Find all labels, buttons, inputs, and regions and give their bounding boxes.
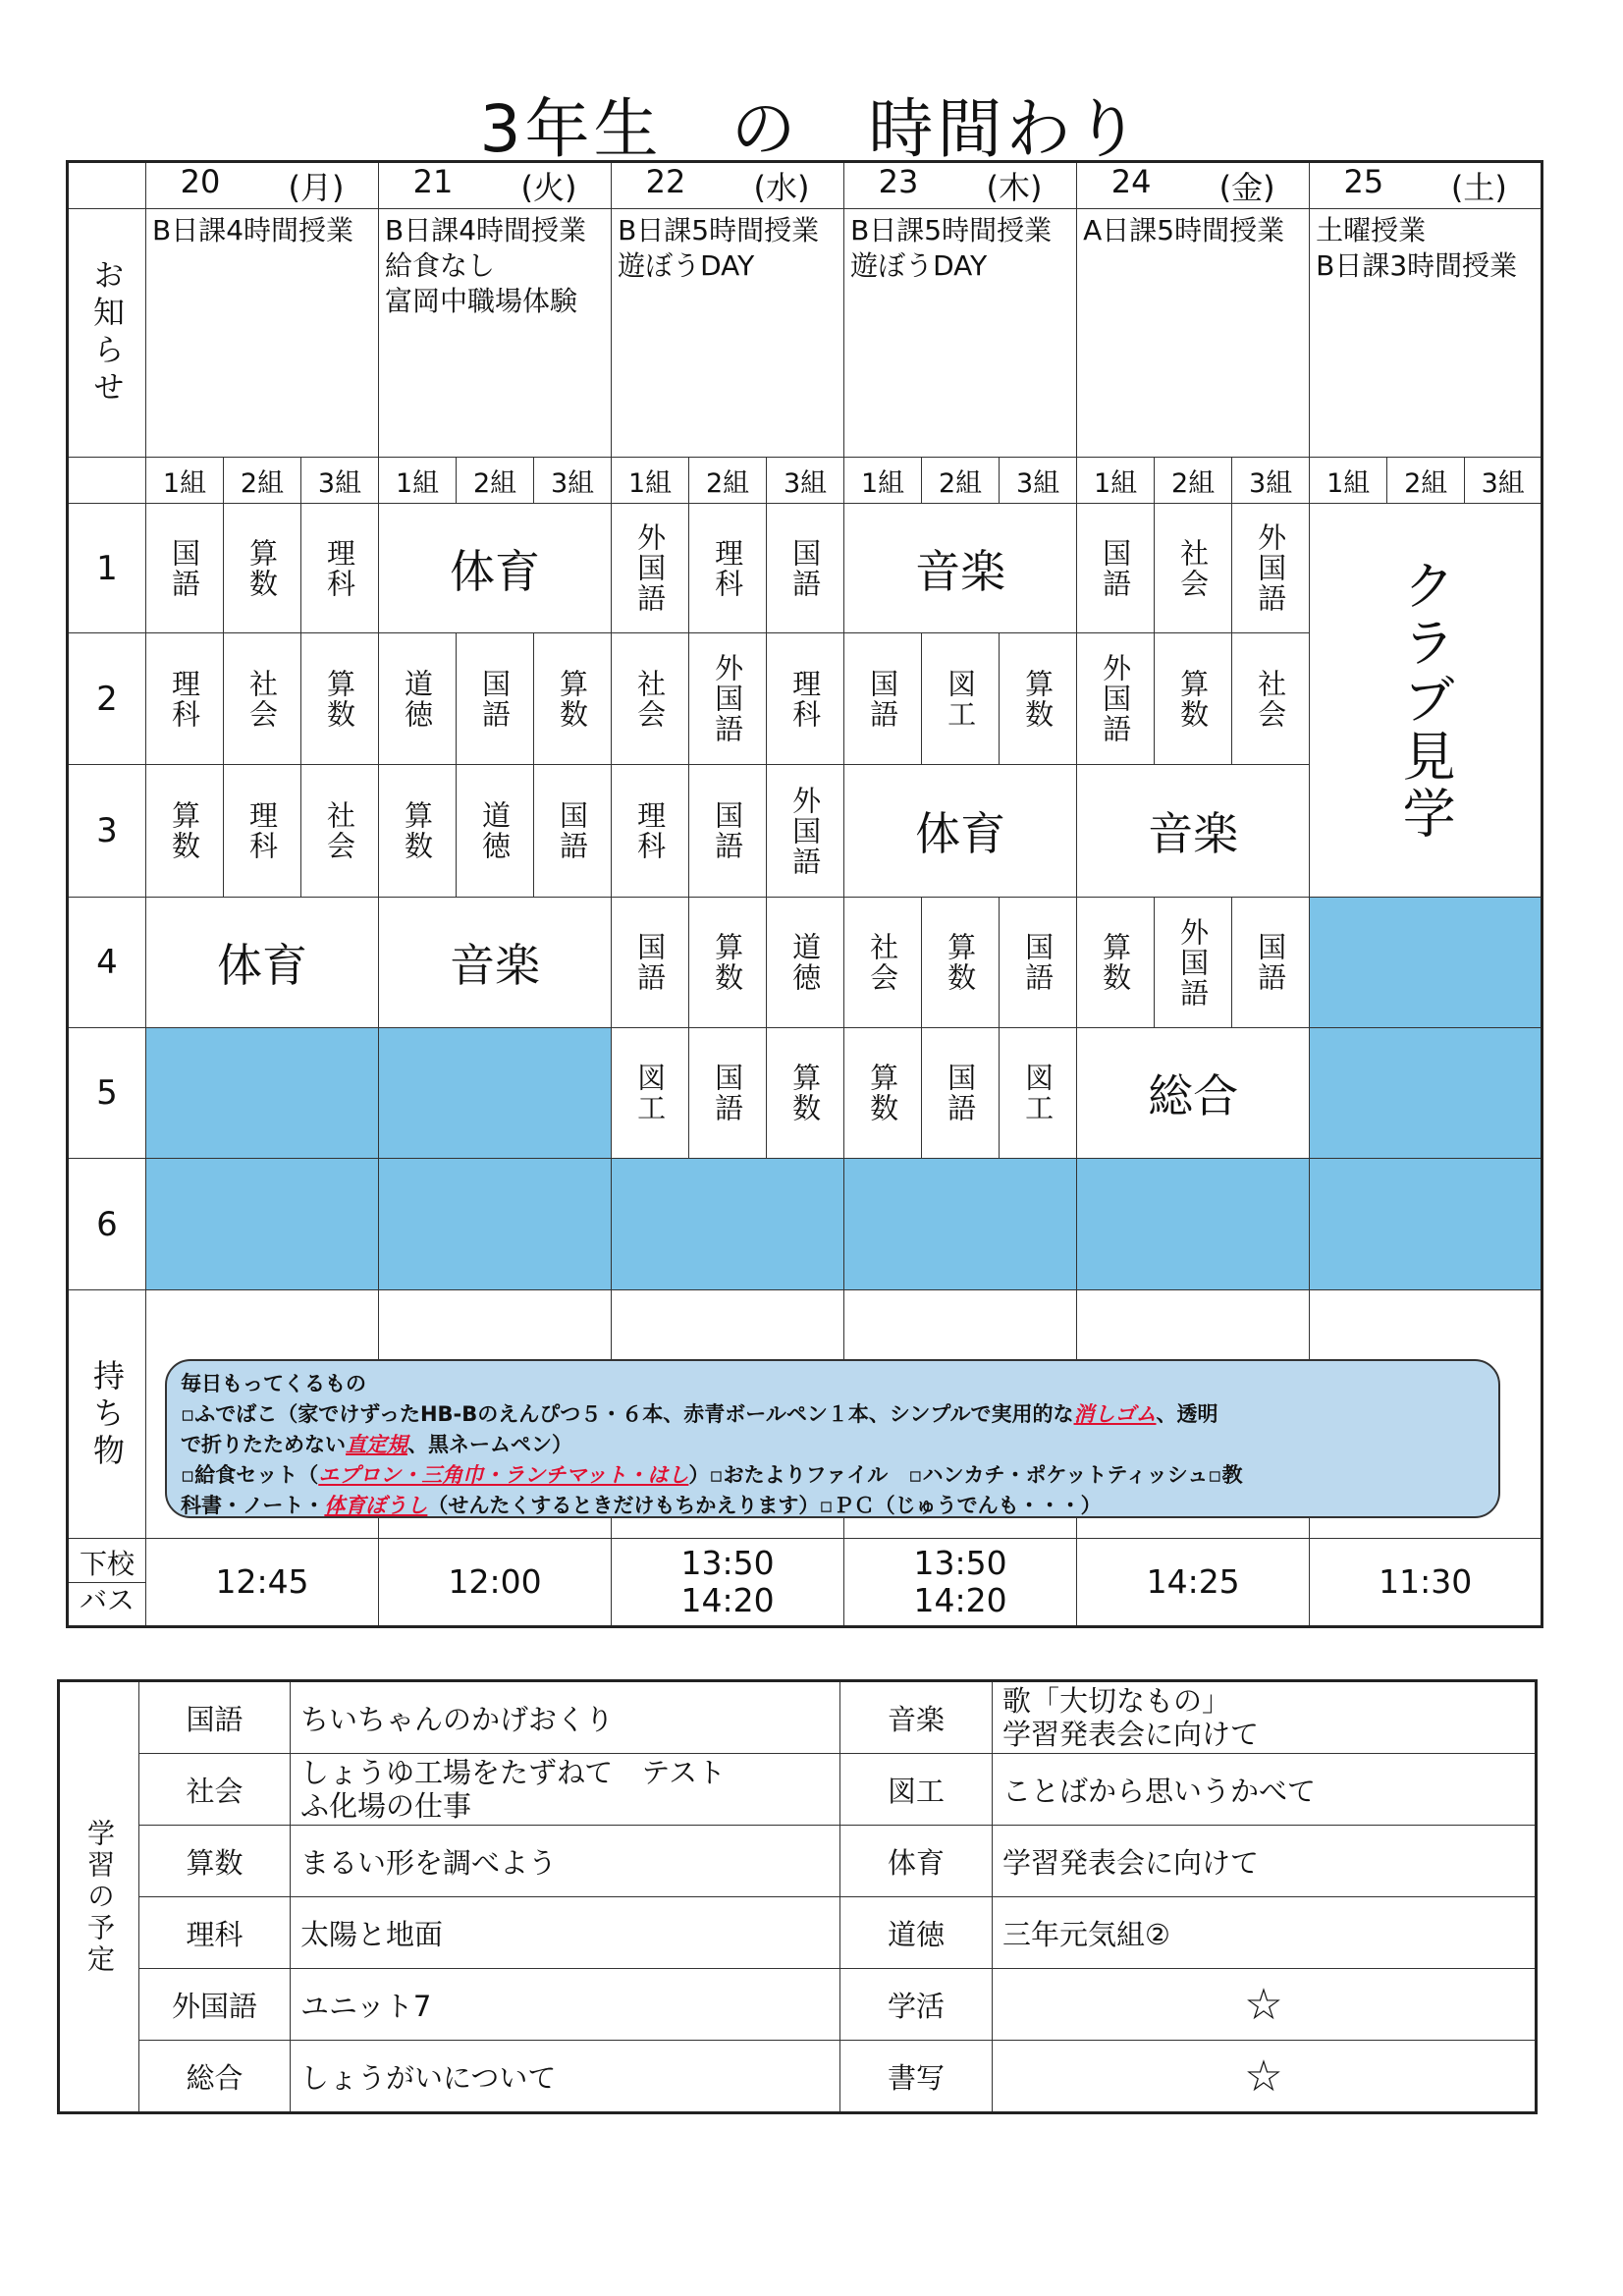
- item-text: で折りたためない: [181, 1433, 346, 1456]
- plan-text: 歌「大切なもの」: [1002, 1684, 1231, 1718]
- group-label: 3組: [301, 458, 379, 504]
- plan-content: [291, 1681, 840, 1754]
- day-date: 25: [1343, 163, 1384, 200]
- lesson-subject: 外国語: [788, 785, 823, 877]
- free-period-cell: [146, 1159, 379, 1290]
- notice-line: 土曜授業: [1316, 214, 1427, 246]
- plan-content: [291, 1826, 840, 1897]
- daily-items-box: [165, 1359, 1500, 1518]
- plan-subject: 体育: [840, 1826, 993, 1897]
- plan-subject: 国語: [139, 1681, 291, 1754]
- lesson-subject: 国語: [168, 537, 201, 599]
- free-period-cell: [379, 1159, 612, 1290]
- group-label: 2組: [1387, 458, 1465, 504]
- plan-text: しょうゆ工場をたずねて テスト: [300, 1756, 727, 1789]
- plan-text: 学習発表会に向けて: [1002, 1845, 1260, 1880]
- lesson-subject: 図工: [944, 668, 978, 730]
- lesson-combined: 音楽: [1077, 765, 1310, 898]
- group-label: 1組: [844, 458, 922, 504]
- lesson-cell: [1077, 898, 1155, 1028]
- plan-row: [59, 1754, 1537, 1826]
- item-text: 、透明: [1156, 1402, 1218, 1426]
- free-period-cell: [379, 1028, 612, 1159]
- plan-label-cell: [59, 1681, 139, 2113]
- lesson-subject: 社会: [1254, 668, 1288, 730]
- bus-time: 11:30: [1379, 1562, 1473, 1601]
- plan-text: まるい形を調べよう: [300, 1845, 558, 1880]
- bus-time: 12:00: [448, 1562, 542, 1601]
- plan-row: [59, 1826, 1537, 1897]
- lesson-cell: [844, 898, 922, 1028]
- lesson-subject: 算数: [1021, 668, 1055, 730]
- plan-text: ふ化場の仕事: [300, 1789, 472, 1823]
- lesson-cell: [534, 633, 612, 765]
- free-period-cell: [1077, 1159, 1310, 1290]
- day-header-wed: [612, 162, 844, 209]
- notice-line: A日課5時間授業: [1083, 214, 1285, 246]
- plan-row: [59, 1897, 1537, 1969]
- free-period-cell: [1310, 898, 1542, 1028]
- plan-content: [291, 1754, 840, 1826]
- plan-subject: 理科: [139, 1897, 291, 1969]
- lesson-subject: 国語: [711, 1063, 745, 1123]
- lesson-cell: [1000, 1028, 1077, 1159]
- group-label: 1組: [1077, 458, 1155, 504]
- notice-line: B日課5時間授業: [618, 214, 820, 246]
- notice-line: B日課4時間授業: [385, 214, 587, 246]
- plan-text: しょうがいについて: [300, 2060, 557, 2095]
- bus-time-wed: [612, 1539, 844, 1627]
- plan-row: [59, 1681, 1537, 1754]
- lesson-subject: 算数: [556, 668, 590, 730]
- daily-items-line-1: [181, 1399, 1485, 1430]
- notice-tue: [379, 209, 612, 458]
- lesson-subject: 算数: [866, 1063, 900, 1123]
- lesson-cell: [689, 765, 767, 898]
- notice-wed: [612, 209, 844, 458]
- plan-subject: 図工: [840, 1754, 993, 1826]
- lesson-cell: [534, 765, 612, 898]
- period-number: 5: [68, 1028, 146, 1159]
- lesson-subject: 理科: [245, 800, 279, 861]
- bus-label: バス: [69, 1582, 145, 1618]
- lesson-cell: [844, 1028, 922, 1159]
- lesson-cell: [301, 633, 379, 765]
- lesson-subject: 国語: [711, 800, 745, 861]
- lesson-cell: [1000, 898, 1077, 1028]
- lesson-subject: 外国語: [1254, 522, 1288, 614]
- notice-label: お知らせ: [88, 258, 126, 408]
- bring-label-cell: [68, 1290, 146, 1539]
- lesson-subject: 道徳: [478, 800, 513, 861]
- lesson-subject: 理科: [633, 800, 668, 861]
- lesson-cell: [767, 765, 844, 898]
- day-date: 22: [645, 163, 686, 200]
- lesson-cell: [379, 633, 457, 765]
- lesson-cell: [1000, 633, 1077, 765]
- plan-text: 三年元気組②: [1002, 1917, 1170, 1951]
- lesson-cell: [612, 633, 689, 765]
- notice-sat: [1310, 209, 1542, 458]
- lesson-subject: 図工: [633, 1063, 668, 1123]
- lesson-subject: 国語: [556, 800, 590, 861]
- plan-content: [993, 1826, 1537, 1897]
- lesson-cell: [1155, 633, 1232, 765]
- lesson-cell: [1232, 504, 1310, 633]
- lesson-cell: [301, 504, 379, 633]
- notice-line: 給食なし: [385, 249, 496, 282]
- item-highlight: 体育ぼうし: [324, 1494, 428, 1517]
- day-header-sat: [1310, 162, 1542, 209]
- lesson-subject: 国語: [866, 668, 900, 730]
- bus-time: 14:25: [1146, 1562, 1240, 1601]
- lesson-combined: 体育: [844, 765, 1077, 898]
- bus-time: 13:50: [913, 1544, 1007, 1582]
- lesson-cell: [922, 633, 1000, 765]
- lesson-subject: 社会: [866, 932, 900, 993]
- lesson-subject: 算数: [245, 537, 279, 599]
- period-number: 1: [68, 504, 146, 633]
- lesson-combined: 体育: [146, 898, 379, 1028]
- lesson-subject: 社会: [245, 668, 279, 730]
- group-label: 2組: [457, 458, 534, 504]
- item-text: ▫ふでばこ（家でけずったHB-Bのえんぴつ５・６本、赤青ボールペン１本、シンプルで実用的な: [181, 1402, 1074, 1426]
- lesson-cell: [1232, 633, 1310, 765]
- notice-label-cell: [68, 209, 146, 458]
- notice-line: B日課4時間授業: [152, 214, 354, 246]
- lesson-subject: 算数: [1176, 668, 1211, 730]
- item-highlight: エプロン・三角巾・ランチマット・はし: [318, 1463, 689, 1487]
- lesson-cell: [457, 633, 534, 765]
- group-label: 1組: [1310, 458, 1387, 504]
- group-label: 3組: [1232, 458, 1310, 504]
- lesson-combined: 総合: [1077, 1028, 1310, 1159]
- lesson-cell: [612, 765, 689, 898]
- group-label: 3組: [1000, 458, 1077, 504]
- plan-content: [291, 2041, 840, 2113]
- lesson-subject: 算数: [401, 800, 435, 861]
- day-header-fri: [1077, 162, 1310, 209]
- notice-line: 遊ぼうDAY: [618, 249, 755, 282]
- lesson-subject: 社会: [1176, 537, 1211, 599]
- plan-subject: 道徳: [840, 1897, 993, 1969]
- lesson-subject: 算数: [944, 932, 978, 993]
- lesson-subject: 国語: [1099, 537, 1133, 599]
- day-date: 21: [412, 163, 454, 200]
- day-weekday: (水): [753, 169, 810, 206]
- lesson-cell: [844, 633, 922, 765]
- lesson-subject: 外国語: [1176, 916, 1211, 1009]
- lesson-subject: 国語: [788, 537, 823, 599]
- lesson-subject: 社会: [323, 800, 357, 861]
- bus-time-sat: [1310, 1539, 1542, 1627]
- item-text: 、黒ネームペン）: [407, 1433, 572, 1456]
- plan-subject: 音楽: [840, 1681, 993, 1754]
- free-period-cell: [1310, 1159, 1542, 1290]
- lesson-subject: 外国語: [1099, 653, 1133, 744]
- notice-line: 富岡中職場体験: [385, 285, 578, 317]
- lesson-subject: 国語: [944, 1063, 978, 1123]
- dismissal-row: [68, 1539, 1542, 1627]
- notice-line: B日課5時間授業: [850, 214, 1053, 246]
- plan-content: [993, 1969, 1537, 2041]
- day-weekday: (木): [986, 169, 1043, 206]
- club-cell: [1310, 504, 1542, 898]
- lesson-cell: [767, 1028, 844, 1159]
- bus-time-fri: [1077, 1539, 1310, 1627]
- bus-time: 13:50: [680, 1544, 775, 1582]
- period-number: 6: [68, 1159, 146, 1290]
- daily-items-heading: 毎日もってくるもの: [181, 1372, 366, 1395]
- plan-content: [993, 1681, 1537, 1754]
- dismissal-label-cell: [68, 1539, 146, 1627]
- lesson-cell: [612, 898, 689, 1028]
- day-weekday: (土): [1450, 169, 1507, 206]
- lesson-cell: [1232, 898, 1310, 1028]
- lesson-subject: 算数: [168, 800, 201, 861]
- lesson-cell: [922, 898, 1000, 1028]
- lesson-subject: 外国語: [711, 653, 745, 744]
- group-label: 2組: [224, 458, 301, 504]
- lesson-subject: 算数: [323, 668, 357, 730]
- lesson-cell: [767, 898, 844, 1028]
- group-label: 3組: [534, 458, 612, 504]
- lesson-subject: 理科: [323, 537, 357, 599]
- day-date: 24: [1110, 163, 1152, 200]
- lesson-subject: 国語: [1254, 932, 1288, 993]
- dismissal-label: 下校: [79, 1547, 135, 1580]
- lesson-cell: [224, 504, 301, 633]
- study-plan-table: [57, 1679, 1538, 2114]
- lesson-subject: 国語: [633, 932, 668, 993]
- lesson-cell: [457, 765, 534, 898]
- group-label: 3組: [767, 458, 844, 504]
- plan-subject: 算数: [139, 1826, 291, 1897]
- plan-subject: 総合: [139, 2041, 291, 2113]
- lesson-cell: [612, 1028, 689, 1159]
- club-visit-label: クラブ見学: [1394, 558, 1457, 843]
- period-row-6: [68, 1159, 1542, 1290]
- day-weekday: (火): [520, 169, 577, 206]
- lesson-subject: 理科: [711, 537, 745, 599]
- lesson-cell: [224, 765, 301, 898]
- plan-subject: 外国語: [139, 1969, 291, 2041]
- group-label: 1組: [612, 458, 689, 504]
- notice-mon: [146, 209, 379, 458]
- plan-text: ユニット7: [300, 1989, 432, 2023]
- day-header-thu: [844, 162, 1077, 209]
- lesson-subject: 外国語: [633, 522, 668, 614]
- lesson-subject: 理科: [788, 668, 823, 730]
- plan-subject: 書写: [840, 2041, 993, 2113]
- period-number: 2: [68, 633, 146, 765]
- item-text: 科書・ノート・: [181, 1494, 325, 1517]
- plan-subject: 社会: [139, 1754, 291, 1826]
- plan-content: [993, 2041, 1537, 2113]
- item-text: ▫給食セット（: [181, 1463, 319, 1487]
- bus-time: 12:45: [215, 1562, 309, 1601]
- lesson-subject: 図工: [1021, 1063, 1055, 1123]
- lesson-subject: 道徳: [401, 668, 435, 730]
- plan-text: 学習発表会に向けて: [1002, 1718, 1260, 1751]
- lesson-cell: [689, 898, 767, 1028]
- item-text: （せんたくするときだけもちかえります）▫ＰＣ（じゅうでんも・・・）: [427, 1494, 1102, 1517]
- item-text: ）▫おたよりファイル ▫ハンカチ・ポケットティッシュ▫教: [688, 1463, 1243, 1487]
- lesson-cell: [612, 504, 689, 633]
- plan-row: [59, 2041, 1537, 2113]
- group-label: 2組: [1155, 458, 1232, 504]
- lesson-subject: 算数: [788, 1063, 823, 1123]
- lesson-cell: [767, 633, 844, 765]
- lesson-cell: [1155, 504, 1232, 633]
- star-icon: ☆: [1244, 1979, 1283, 2030]
- page-title: 3年生 の 時間わり: [479, 91, 1144, 167]
- lesson-combined: 体育: [379, 504, 612, 633]
- lesson-cell: [379, 765, 457, 898]
- day-date: 23: [878, 163, 919, 200]
- period-number: 4: [68, 898, 146, 1028]
- day-header-mon: [146, 162, 379, 209]
- lesson-cell: [689, 1028, 767, 1159]
- lesson-cell: [146, 765, 224, 898]
- plan-content: [993, 1754, 1537, 1826]
- period-row-1: [68, 504, 1542, 633]
- plan-label: 学習の予定: [83, 1818, 116, 1976]
- free-period-cell: [612, 1159, 844, 1290]
- period-number: 3: [68, 765, 146, 898]
- lesson-cell: [146, 504, 224, 633]
- item-highlight: 消しゴム: [1073, 1402, 1157, 1426]
- bus-time-tue: [379, 1539, 612, 1627]
- day-date: 20: [180, 163, 221, 200]
- lesson-cell: [767, 504, 844, 633]
- free-period-cell: [146, 1028, 379, 1159]
- notice-fri: [1077, 209, 1310, 458]
- star-icon: ☆: [1244, 2050, 1283, 2102]
- notice-row: [68, 209, 1542, 458]
- day-weekday: (金): [1218, 169, 1275, 206]
- lesson-combined: 音楽: [379, 898, 612, 1028]
- lesson-cell: [1155, 898, 1232, 1028]
- lesson-cell: [922, 1028, 1000, 1159]
- lesson-subject: 国語: [1021, 932, 1055, 993]
- item-highlight: 直定規: [346, 1433, 407, 1456]
- lesson-cell: [224, 633, 301, 765]
- bring-label: 持ち物: [88, 1359, 126, 1471]
- bus-time-thu: [844, 1539, 1077, 1627]
- group-label: 1組: [379, 458, 457, 504]
- group-label: 2組: [689, 458, 767, 504]
- bus-time: 14:20: [913, 1581, 1007, 1619]
- lesson-cell: [1077, 504, 1155, 633]
- plan-content: [291, 1897, 840, 1969]
- lesson-subject: 社会: [633, 668, 668, 730]
- plan-row: [59, 1969, 1537, 2041]
- lesson-subject: 算数: [711, 932, 745, 993]
- group-row: [68, 458, 1542, 504]
- plan-subject: 学活: [840, 1969, 993, 2041]
- lesson-subject: 道徳: [788, 932, 823, 993]
- group-label: 2組: [922, 458, 1000, 504]
- day-weekday: (月): [288, 169, 345, 206]
- lesson-combined: 音楽: [844, 504, 1077, 633]
- daily-items-line-4: [181, 1491, 1485, 1521]
- lesson-cell: [689, 504, 767, 633]
- lesson-cell: [689, 633, 767, 765]
- notice-line: 遊ぼうDAY: [850, 249, 988, 282]
- plan-text: ちいちゃんのかげおくり: [300, 1702, 615, 1736]
- lesson-subject: 理科: [168, 668, 201, 730]
- plan-content: [291, 1969, 840, 2041]
- bus-time: 14:20: [680, 1581, 775, 1619]
- lesson-subject: 算数: [1099, 932, 1133, 993]
- free-period-cell: [844, 1159, 1077, 1290]
- day-header-row: [68, 162, 1542, 209]
- bus-time-mon: [146, 1539, 379, 1627]
- day-header-tue: [379, 162, 612, 209]
- group-label: 3組: [1465, 458, 1542, 504]
- lesson-cell: [146, 633, 224, 765]
- lesson-cell: [301, 765, 379, 898]
- group-label: 1組: [146, 458, 224, 504]
- corner-cell: [68, 162, 146, 209]
- notice-line: B日課3時間授業: [1316, 249, 1518, 282]
- plan-text: 太陽と地面: [300, 1917, 444, 1951]
- period-row-5: [68, 1028, 1542, 1159]
- lesson-subject: 国語: [478, 668, 513, 730]
- notice-thu: [844, 209, 1077, 458]
- lesson-cell: [1077, 633, 1155, 765]
- daily-items-line-3: [181, 1460, 1485, 1491]
- group-corner: [68, 458, 146, 504]
- free-period-cell: [1310, 1028, 1542, 1159]
- plan-content: [993, 1897, 1537, 1969]
- period-row-4: [68, 898, 1542, 1028]
- daily-items-line-2: [181, 1430, 1485, 1460]
- plan-text: ことばから思いうかべて: [1002, 1774, 1317, 1808]
